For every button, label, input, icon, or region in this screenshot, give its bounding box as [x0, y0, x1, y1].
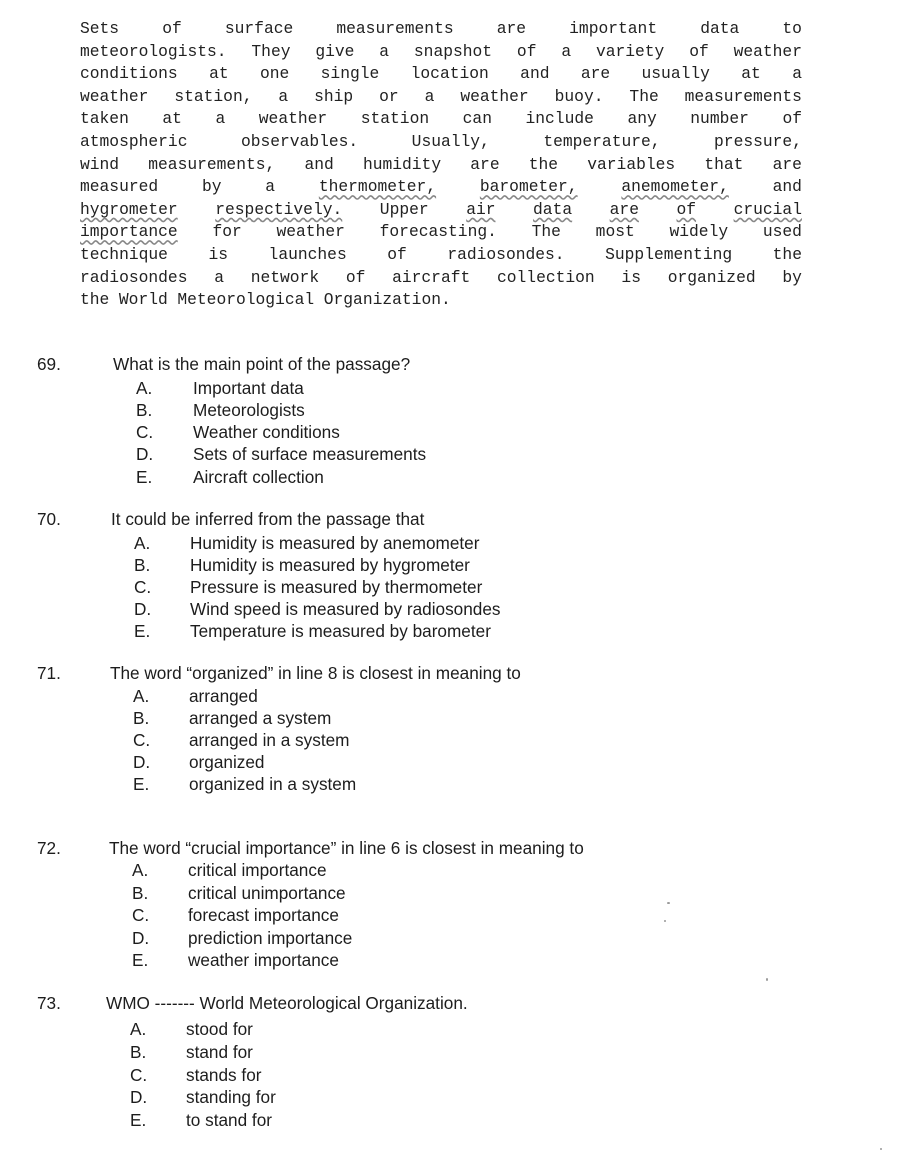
passage-word: data — [533, 199, 573, 219]
option-letter: D. — [134, 599, 152, 619]
passage-word: that — [704, 154, 744, 174]
passage-word: by — [782, 267, 802, 287]
passage-word: most — [595, 222, 635, 242]
passage-word: observables. — [240, 131, 359, 151]
passage-word: collection — [496, 267, 595, 287]
passage-word: give — [315, 41, 355, 61]
passage-word: buoy. — [554, 86, 604, 106]
passage-word: any — [627, 109, 657, 129]
option-text: critical unimportance — [188, 883, 346, 903]
option-text: Humidity is measured by anemometer — [190, 533, 480, 553]
passage-word: number — [690, 109, 749, 129]
passage-word: thermometer, — [318, 177, 437, 197]
passage-word: variety — [595, 41, 665, 61]
passage-word: is — [208, 244, 229, 264]
option-text: Wind speed is measured by radiosondes — [190, 599, 501, 619]
passage-word: The — [531, 222, 561, 242]
passage-word: forecasting. — [379, 222, 497, 242]
passage-word: variables — [587, 154, 676, 174]
passage-word: measurements — [684, 86, 802, 106]
option-letter: E. — [136, 467, 153, 487]
passage-word: usually — [641, 64, 710, 84]
option-text: organized in a system — [189, 774, 357, 794]
passage-word: respectively. — [215, 199, 343, 219]
passage-word: organized — [667, 267, 756, 287]
option-text: stood for — [186, 1019, 253, 1039]
passage-word: importance — [80, 222, 178, 242]
passage-line — [80, 221, 802, 244]
passage-line — [80, 41, 802, 64]
passage-word: crucial — [733, 199, 802, 219]
passage-word: hygrometer — [80, 199, 178, 219]
passage-word: and — [772, 177, 802, 197]
option-letter: A. — [133, 686, 150, 706]
passage-line — [80, 244, 802, 267]
passage-word: the — [772, 244, 802, 264]
option-text: Humidity is measured by hygrometer — [190, 555, 470, 575]
passage-word: are — [772, 154, 802, 174]
passage-word: Meteorological — [177, 290, 315, 310]
passage-word: pressure, — [714, 131, 802, 151]
passage-word: include — [525, 109, 594, 129]
passage-word: of — [689, 41, 709, 61]
passage-word: widely — [669, 222, 729, 242]
passage-word: is — [621, 267, 641, 287]
option-letter: E. — [134, 621, 151, 641]
passage-word: at — [741, 64, 761, 84]
passage-word: Upper — [379, 199, 429, 219]
passage-word: measurements — [336, 19, 454, 38]
passage-word: Usually, — [411, 131, 490, 151]
option-letter: B. — [134, 555, 151, 575]
passage-word: location — [410, 64, 489, 84]
passage-line — [80, 86, 802, 109]
passage-word: a — [424, 86, 435, 106]
option-letter: D. — [132, 928, 150, 948]
option-text: Pressure is measured by thermometer — [190, 577, 483, 597]
option-letter: B. — [130, 1042, 147, 1062]
passage-word: measured — [80, 177, 159, 197]
question-number: 69. — [37, 354, 61, 374]
question-text: The word “crucial importance” in line 6 is closest in meaning to — [109, 838, 584, 858]
passage-word: measurements, — [148, 154, 276, 174]
passage-word: at — [162, 109, 182, 129]
passage-word: are — [580, 64, 611, 84]
passage-line — [80, 131, 802, 154]
passage-word: World — [118, 290, 168, 310]
passage-word: a — [215, 109, 226, 129]
passage-word: taken — [80, 109, 129, 129]
question-text: WMO ------- World Meteorological Organization. — [106, 993, 468, 1013]
option-letter: D. — [133, 752, 151, 772]
passage-line — [80, 154, 802, 177]
passage-word: of — [345, 267, 366, 287]
scan-speck — [667, 902, 670, 904]
passage-word: used — [762, 222, 802, 242]
passage-word: of — [162, 19, 182, 38]
passage-word: are — [609, 199, 639, 219]
passage-word: the — [528, 154, 559, 174]
passage-word: a — [265, 177, 276, 197]
option-text: stand for — [186, 1042, 253, 1062]
passage-word: or — [379, 86, 399, 106]
option-letter: C. — [133, 730, 151, 750]
passage-line — [80, 289, 802, 312]
option-text: Meteorologists — [193, 400, 305, 420]
option-text: Temperature is measured by barometer — [190, 621, 491, 641]
passage-word: They — [251, 41, 291, 61]
option-letter: C. — [130, 1065, 148, 1085]
passage-word: humidity — [362, 154, 442, 174]
passage-line — [80, 176, 802, 199]
passage-word: The — [629, 86, 659, 106]
passage-word: weather — [258, 109, 328, 129]
option-text: stands for — [186, 1065, 262, 1085]
option-letter: C. — [132, 905, 150, 925]
passage-word: atmospheric — [80, 131, 188, 151]
passage-line — [80, 63, 802, 86]
option-letter: B. — [136, 400, 153, 420]
scan-speck — [880, 1148, 882, 1150]
option-text: organized — [189, 752, 265, 772]
option-text: arranged — [189, 686, 258, 706]
passage-word: are — [496, 19, 527, 38]
passage-word: are — [470, 154, 500, 174]
passage-word: for — [212, 222, 242, 242]
question-text: It could be inferred from the passage that — [111, 509, 425, 529]
passage-word: ship — [314, 86, 354, 106]
question-number: 73. — [37, 993, 61, 1013]
passage-word: technique — [80, 244, 168, 264]
passage-word: important — [569, 19, 658, 38]
option-letter: A. — [130, 1019, 147, 1039]
passage-word: station — [360, 109, 430, 129]
option-text: to stand for — [186, 1110, 272, 1130]
passage-word: weather — [276, 222, 345, 242]
option-letter: B. — [132, 883, 149, 903]
passage-word: and — [520, 64, 550, 84]
passage-word: the — [80, 290, 110, 310]
option-letter: B. — [133, 708, 150, 728]
option-text: Weather conditions — [193, 422, 340, 442]
option-text: Important data — [193, 378, 304, 398]
passage-word: can — [462, 109, 492, 129]
passage-word: temperature, — [543, 131, 661, 151]
option-letter: D. — [136, 444, 154, 464]
passage-line — [80, 18, 802, 41]
option-letter: E. — [130, 1110, 147, 1130]
passage-word: barometer, — [479, 177, 578, 197]
option-text: arranged a system — [189, 708, 332, 728]
option-text: Aircraft collection — [193, 467, 324, 487]
scan-speck — [664, 920, 666, 922]
passage-word: a — [792, 64, 802, 84]
option-text: Sets of surface measurements — [193, 444, 427, 464]
option-text: arranged in a system — [189, 730, 350, 750]
passage-word: by — [201, 177, 222, 197]
option-text: forecast importance — [188, 905, 339, 925]
option-text: critical importance — [188, 860, 327, 880]
passage-word: wind — [80, 154, 120, 174]
passage-word: a — [379, 41, 390, 61]
passage-word: air — [466, 199, 496, 219]
passage-word: station, — [174, 86, 253, 106]
option-letter: C. — [136, 422, 154, 442]
option-letter: A. — [134, 533, 151, 553]
option-text: prediction importance — [188, 928, 353, 948]
scan-speck — [766, 978, 768, 981]
question-text: What is the main point of the passage? — [113, 354, 411, 374]
question-number: 70. — [37, 509, 61, 529]
passage-word: Supplementing — [605, 244, 733, 264]
passage-word: at — [209, 64, 229, 84]
option-text: standing for — [186, 1087, 276, 1107]
passage-line — [80, 267, 802, 290]
option-letter: C. — [134, 577, 152, 597]
passage-word: one — [259, 64, 290, 84]
question-number: 71. — [37, 663, 61, 683]
passage-word: of — [387, 244, 407, 264]
passage-word: meteorologists. — [80, 41, 227, 61]
passage-word: and — [304, 154, 334, 174]
option-letter: A. — [136, 378, 153, 398]
passage-word: a — [561, 41, 572, 61]
passage-word: weather — [733, 41, 802, 61]
passage-word: data — [700, 19, 740, 38]
passage-word: of — [782, 109, 802, 129]
passage-word: Organization. — [323, 290, 451, 310]
passage-word: anemometer, — [621, 177, 729, 197]
passage-word: of — [516, 41, 537, 61]
passage-word: Sets — [80, 19, 120, 38]
passage-word: weather — [80, 86, 149, 106]
passage-word: single — [320, 64, 380, 84]
passage-word: radiosondes. — [447, 244, 565, 264]
question-number: 72. — [37, 838, 61, 858]
passage-line — [80, 199, 802, 222]
option-letter: E. — [132, 950, 149, 970]
passage-word: to — [782, 19, 802, 38]
passage-word: radiosondes — [80, 267, 188, 287]
passage-word: a — [214, 267, 224, 287]
question-text: The word “organized” in line 8 is closest in meaning to — [110, 663, 521, 683]
option-letter: D. — [130, 1087, 148, 1107]
passage-line — [80, 108, 802, 131]
passage-word: surface — [224, 19, 294, 38]
passage-word: of — [676, 199, 697, 219]
option-text: weather importance — [188, 950, 339, 970]
passage-word: conditions — [80, 64, 178, 84]
reading-passage — [80, 18, 802, 312]
option-letter: A. — [132, 860, 149, 880]
passage-word: a — [278, 86, 289, 106]
option-letter: E. — [133, 774, 150, 794]
passage-word: weather — [460, 86, 529, 106]
passage-word: network — [250, 267, 320, 287]
passage-word: snapshot — [413, 41, 493, 61]
passage-word: aircraft — [392, 267, 471, 287]
passage-word: launches — [268, 244, 347, 264]
